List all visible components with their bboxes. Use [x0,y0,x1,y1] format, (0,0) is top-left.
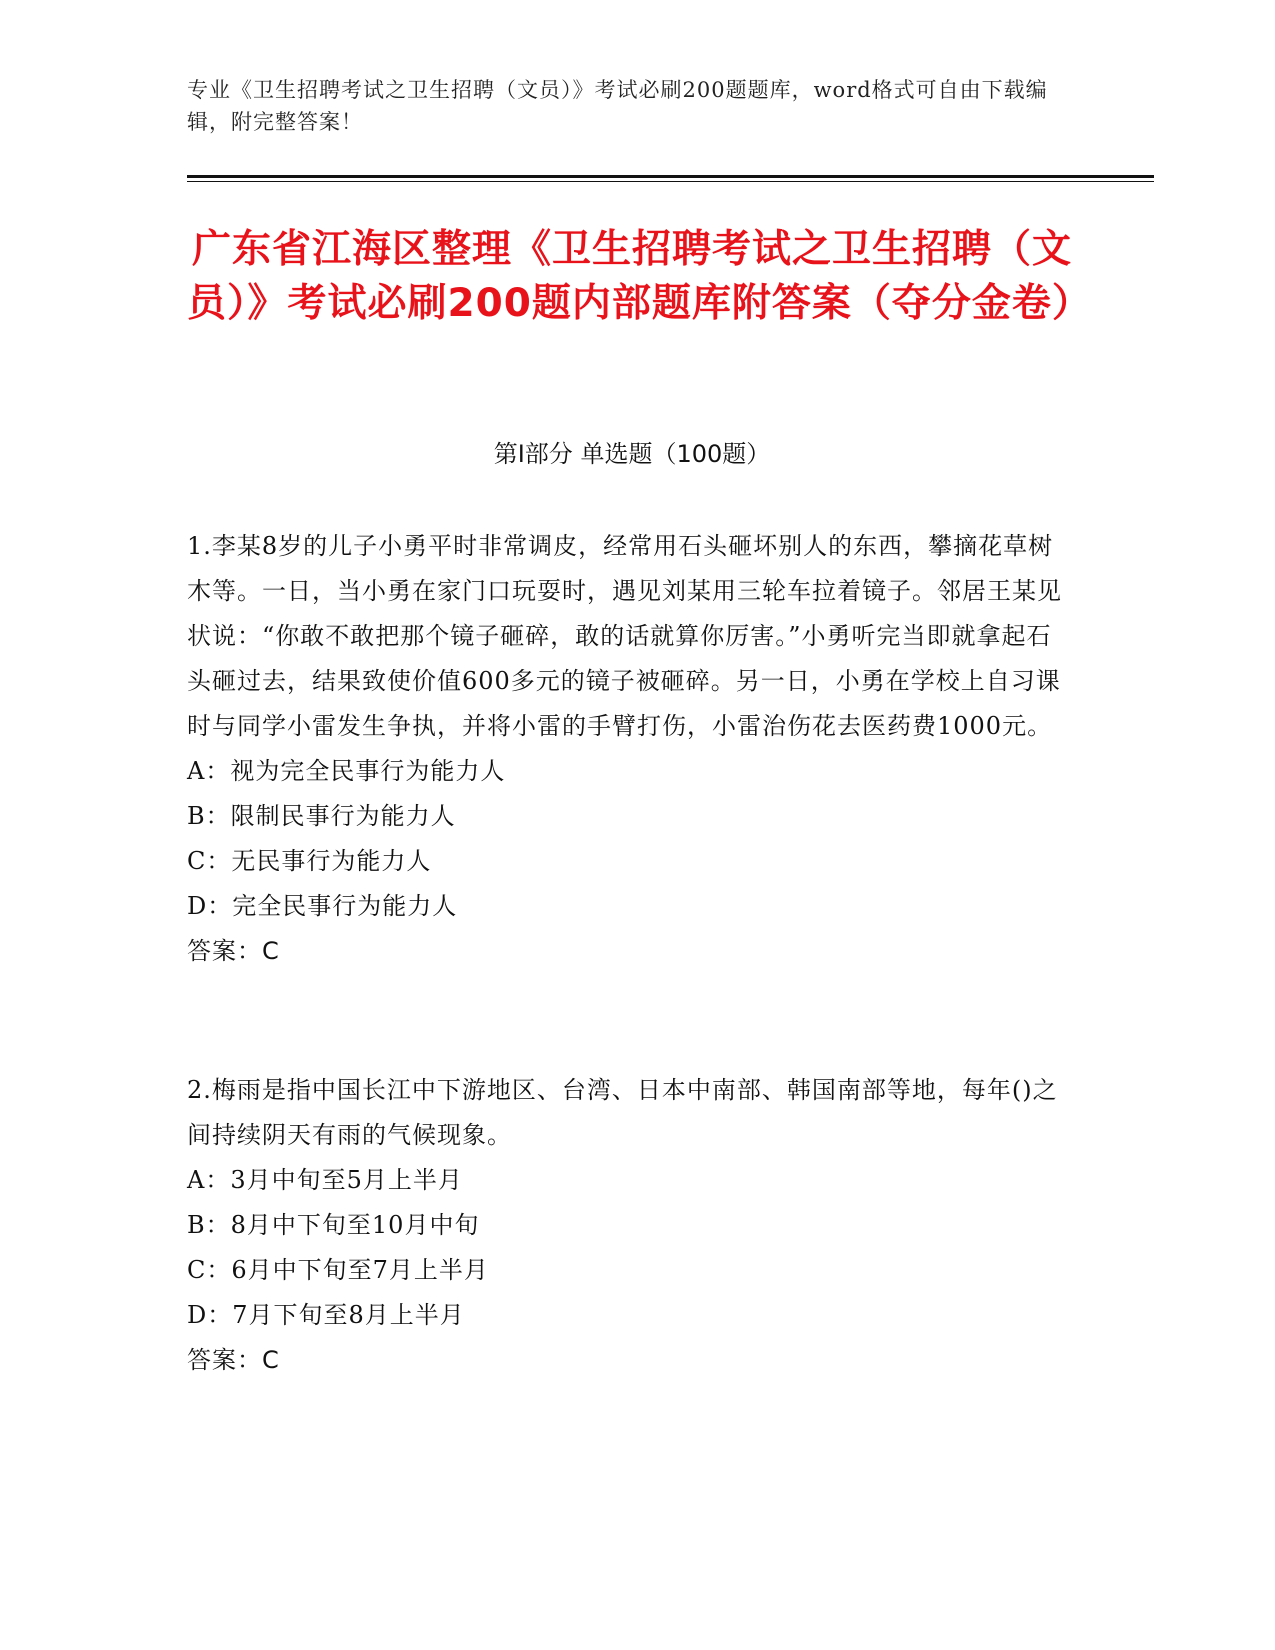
header-note: 专业《卫生招聘考试之卫生招聘（文员）》考试必刷200题题库，word格式可自由下载编辑，附完整答案！ [187,78,1048,134]
header-divider-thick [187,175,1154,178]
question-2-option-b: B：8月中下旬至10月中旬 [187,1211,480,1239]
question-1-option-c: C：无民事行为能力人 [187,847,432,875]
section-heading: 第I部分 单选题（100题） [493,440,771,468]
question-1-option-d: D：完全民事行为能力人 [187,892,458,920]
question-1-option-b: B：限制民事行为能力人 [187,802,456,830]
question-1-answer: 答案：C [187,937,280,965]
question-2-option-c: C：6月中下旬至7月上半月 [187,1256,489,1284]
question-2-option-a: A：3月中旬至5月上半月 [187,1166,463,1194]
question-2-answer: 答案：C [187,1346,280,1374]
question-2-stem: 2.梅雨是指中国长江中下游地区、台湾、日本中南部、韩国南部等地，每年()之间持续阴天有雨的气候现象。 [187,1076,1058,1149]
question-1-stem: 1.李某8岁的儿子小勇平时非常调皮，经常用石头砸坏别人的东西，攀摘花草树木等。一日，当小勇在家门口玩耍时，遇见刘某用三轮车拉着镜子。邻居王某见状说：“你敢不敢把那个镜子砸碎，敢的话就算你厉害。”小勇听完当即就拿起石头砸过去，结果致使价值600多元的镜子被砸碎。另一日，小勇在学校上自习课时与同学小雷发生争执，并将小雷的手臂打伤，小雷治伤花去医药费1000元。 [187,532,1062,740]
question-1-option-a: A：视为完全民事行为能力人 [187,757,506,785]
header-divider-thin [187,181,1154,182]
question-2-option-d: D：7月下旬至8月上半月 [187,1301,465,1329]
document-title: 广东省江海区整理《卫生招聘考试之卫生招聘（文员）》考试必刷200题内部题库附答案（夺分金卷） [187,227,1092,326]
question-1 [187,524,1067,974]
question-2 [187,1068,1067,1383]
